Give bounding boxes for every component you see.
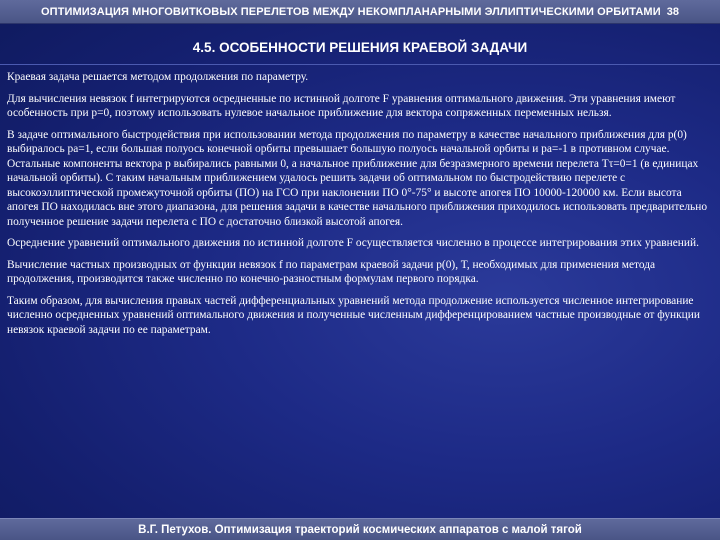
page-number: 38: [666, 5, 679, 18]
paragraph-6: Таким образом, для вычисления правых частей дифференциальных уравнений метода продолжение используется численное интегрирование численно осредненных уравнений оптимального движения и полученные численным дифференцированием частные производные от функции невязок краевой задачи по ее параметрам.: [7, 294, 700, 336]
header-title: ОПТИМИЗАЦИЯ МНОГОВИТКОВЫХ ПЕРЕЛЕТОВ МЕЖДУ НЕКОМПЛАНАРНЫМИ ЭЛЛИПТИЧЕСКИМИ ОРБИТАМИ: [41, 5, 661, 18]
slide-footer: [0, 518, 720, 540]
paragraph-5: Вычисление частных производных от функции невязок f по параметрам краевой задачи p(0), T, необходимых для применения метода продолжения, производится также численно по конечно-разностным формулам первого порядка.: [7, 258, 656, 285]
paragraph-3: В задаче оптимального быстродействия при использовании метода продолжения по параметру в качестве начального приближения для p(0) выбиралось pa=1, если большая полуось конечной орбиты превышает большую полуось начальной орбиты и pa=-1 в противном случае. Остальные компоненты вектора p выбирались равными 0, а начальное приближение для безразмерного времени перелета Tτ=0=1 (в единицах начальной орбиты). С таким начальным приближением удалось решить задачи об оптимальном по быстродействию перелете с высокоэллиптической промежуточной орбиты (ПО) на ГСО при наклонении ПО 0°-75° и высоте апогея ПО 10000-120000 км. Если высота апогея ПО находилась вне этого диапазона, для решения задачи в качестве начального приближения приходилось использовать предварительно полученное решение задачи перелета с ПО с достаточно близкой высотой апогея.: [7, 128, 708, 228]
divider: [0, 64, 720, 65]
footer-text: В.Г. Петухов. Оптимизация траекторий космических аппаратов с малой тягой: [138, 523, 582, 536]
paragraph-4: Осреднение уравнений оптимального движения по истинной долготе F осуществляется численно в процессе интегрирования этих уравнений.: [7, 237, 699, 249]
slide-header: [0, 0, 720, 24]
slide-body: [7, 70, 711, 344]
paragraph-2: Для вычисления невязок f интегрируются осредненные по истинной долготе F уравнения оптимального движения. Эти уравнения имеют особенность при p=0, поэтому использовать нулевое начальное приближение для вектора сопряженных переменных нельзя.: [7, 92, 676, 119]
section-title: 4.5. ОСОБЕННОСТИ РЕШЕНИЯ КРАЕВОЙ ЗАДАЧИ: [192, 40, 528, 55]
paragraph-1: Краевая задача решается методом продолжения по параметру.: [7, 71, 309, 83]
